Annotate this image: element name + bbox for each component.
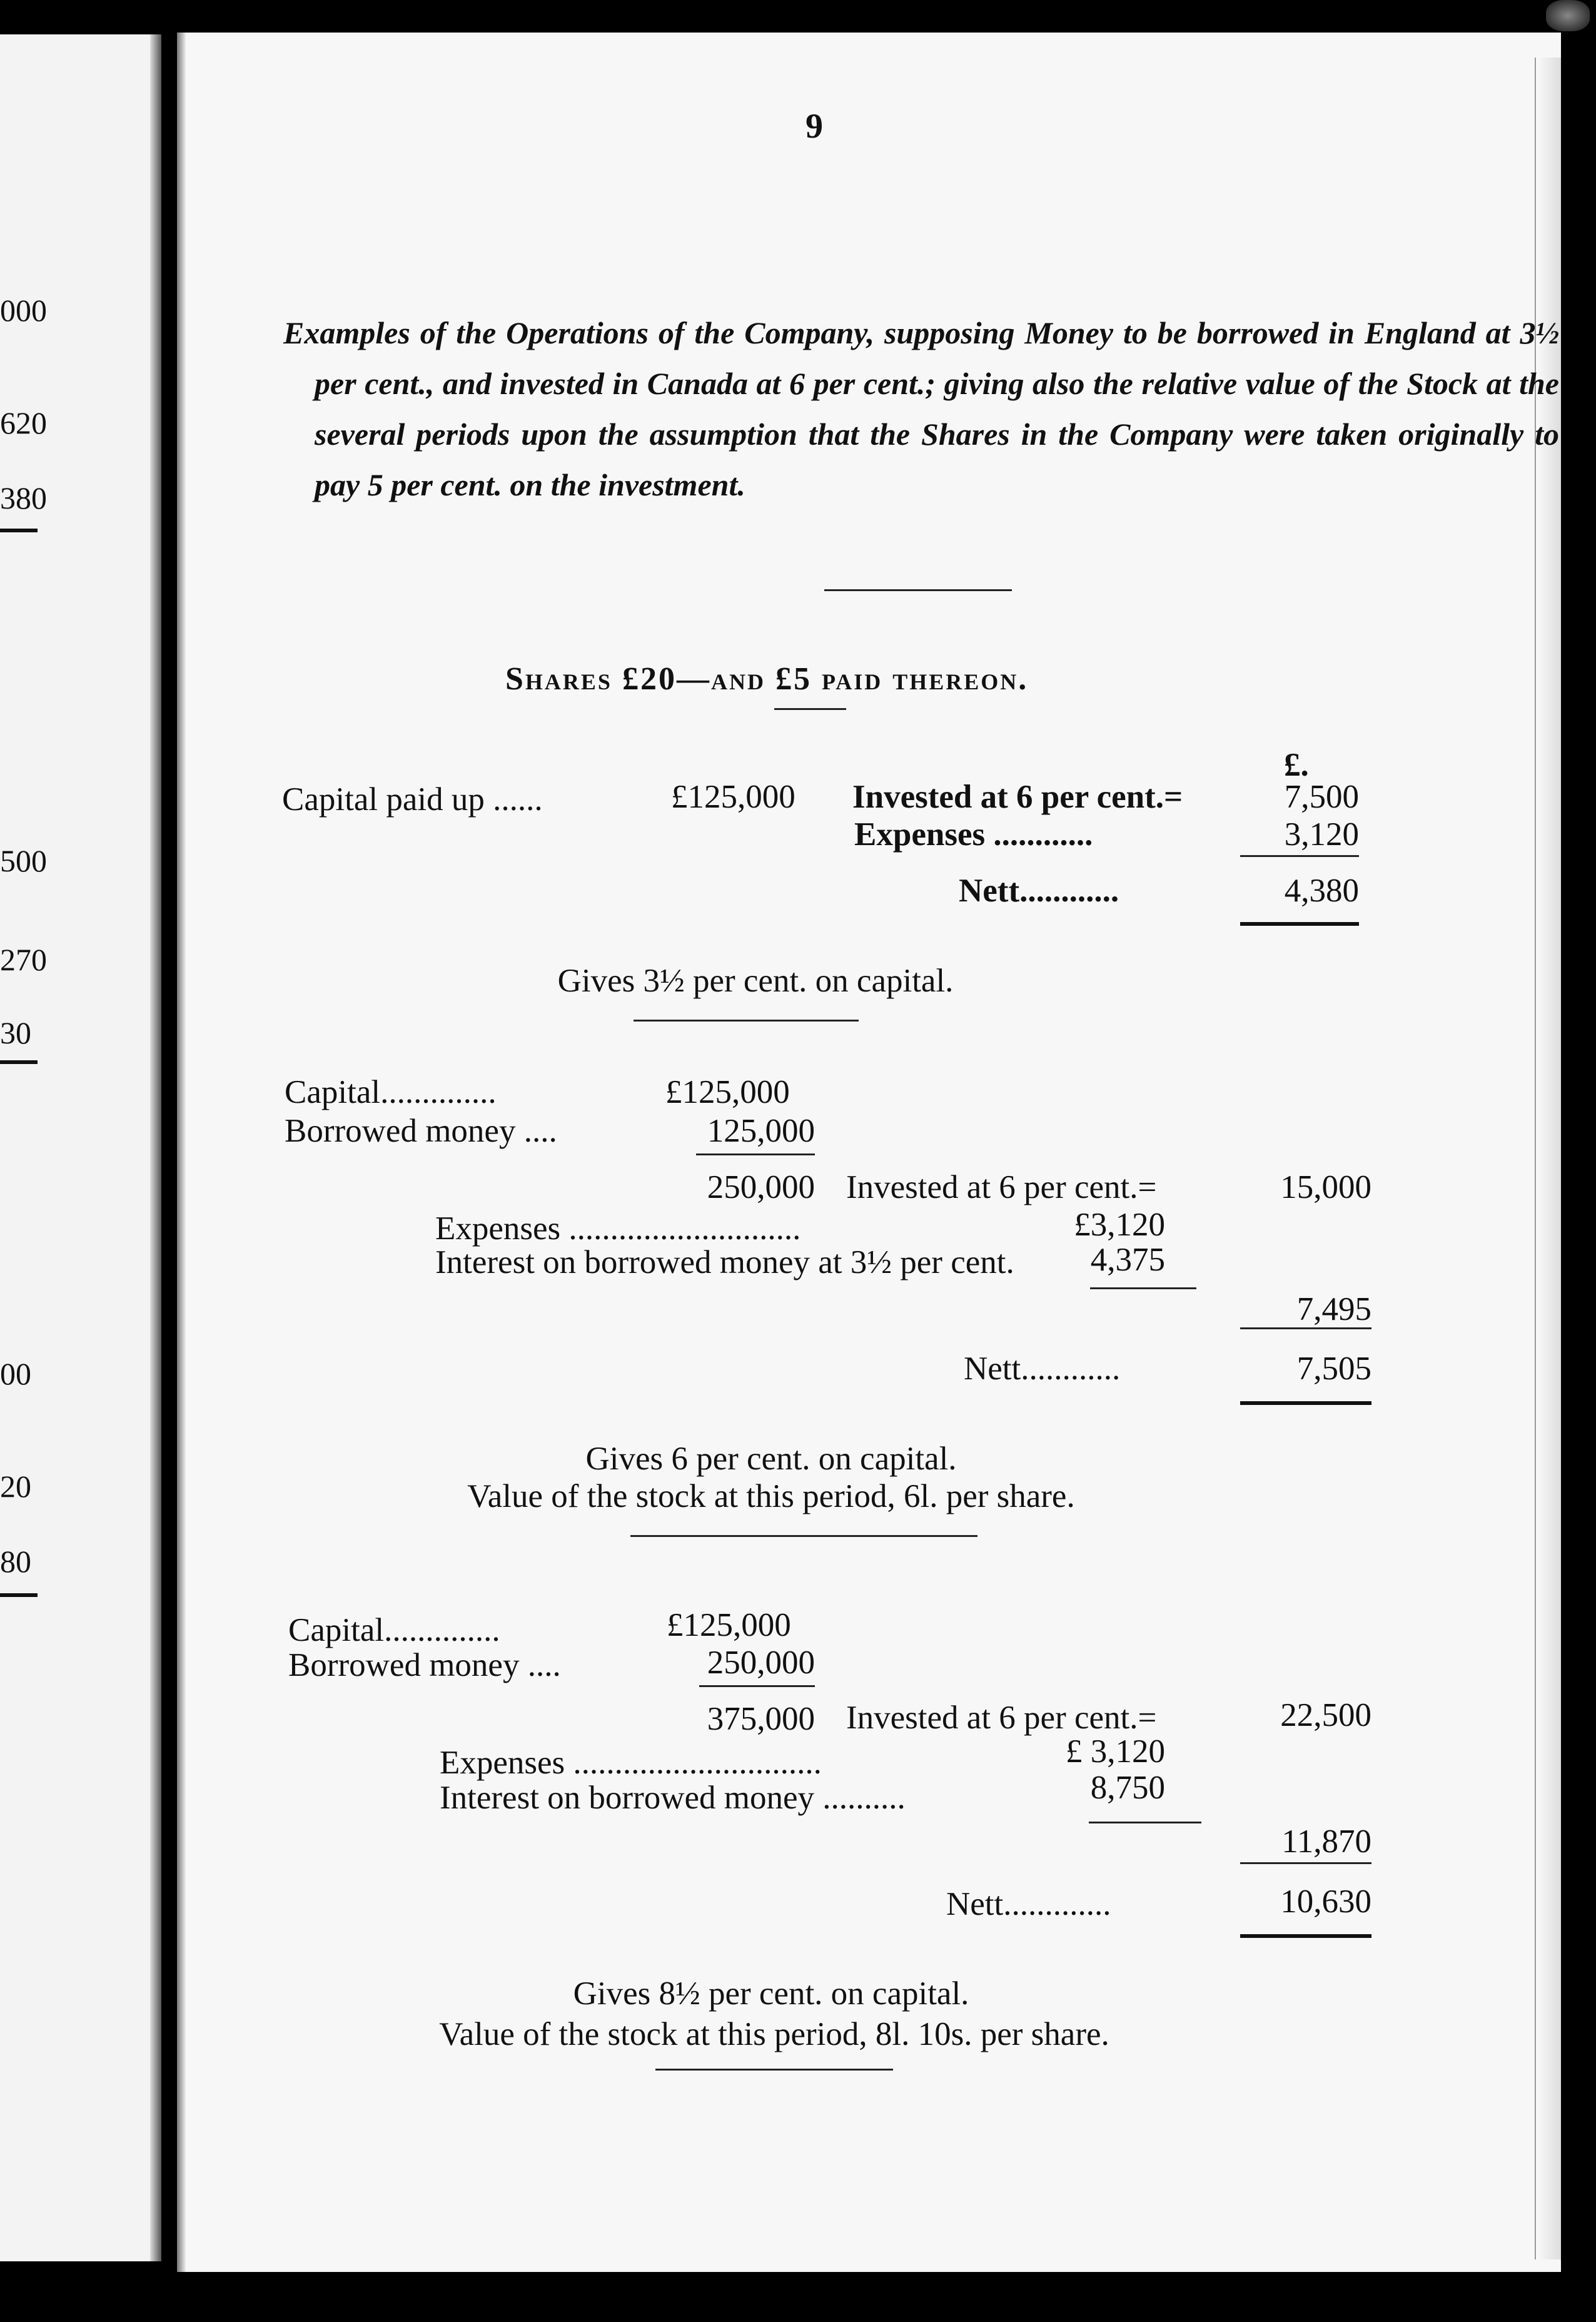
expenses-amount: £3,120 xyxy=(1074,1207,1165,1243)
sum-rule xyxy=(696,1153,815,1155)
total-amount: 375,000 xyxy=(707,1701,815,1737)
nett-amount: 4,380 xyxy=(1284,873,1359,909)
currency-header: £. xyxy=(1284,747,1309,783)
value-text: Value of the stock at this period, 8l. 10s. per share. xyxy=(439,2016,1109,2052)
charges-total: 7,495 xyxy=(1296,1291,1371,1327)
prev-fragment: 00 xyxy=(0,1356,31,1391)
invested-label: Invested at 6 per cent.= xyxy=(846,1169,1157,1205)
borrowed-label: Borrowed money .... xyxy=(288,1647,561,1683)
invested-amount: 15,000 xyxy=(1280,1169,1371,1205)
sum-rule xyxy=(1090,1287,1196,1289)
sum-rule xyxy=(1240,855,1359,857)
sum-rule xyxy=(1240,1327,1371,1329)
prev-fragment: 80 xyxy=(0,1544,31,1579)
invested-amount: 7,500 xyxy=(1284,779,1359,815)
expenses-label: Expenses .............................. xyxy=(440,1745,822,1781)
expenses-amount: £ 3,120 xyxy=(1066,1733,1165,1770)
borrowed-amount: 125,000 xyxy=(707,1113,815,1149)
prev-fragment: 30 xyxy=(0,1015,31,1050)
double-rule xyxy=(1240,1401,1371,1405)
total-amount: 250,000 xyxy=(707,1169,815,1205)
borrowed-label: Borrowed money .... xyxy=(285,1113,557,1149)
capital-label: Capital.............. xyxy=(288,1612,500,1648)
nett-amount: 7,505 xyxy=(1296,1351,1371,1387)
section-heading: Shares £20—and £5 paid thereon. xyxy=(505,661,1029,697)
result-text: Gives 3½ per cent. on capital. xyxy=(557,963,954,999)
document-page xyxy=(177,33,1561,2272)
borrowed-amount: 250,000 xyxy=(707,1645,815,1681)
prev-fragment: 500 xyxy=(0,843,47,878)
capital-label: Capital.............. xyxy=(285,1074,497,1110)
divider xyxy=(774,708,846,710)
interest-label: Interest on borrowed money at 3½ per cent. xyxy=(435,1244,1014,1280)
interest-label: Interest on borrowed money .......... xyxy=(440,1780,906,1816)
capital-amount: £125,000 xyxy=(665,1074,790,1110)
nett-label: Nett............ xyxy=(964,1351,1121,1387)
invested-amount: 22,500 xyxy=(1280,1697,1371,1733)
prev-fragment: 270 xyxy=(0,942,47,977)
invested-label: Invested at 6 per cent.= xyxy=(846,1700,1157,1736)
ink-blot xyxy=(1546,0,1590,31)
page-gutter xyxy=(150,34,161,2261)
page-left-edge xyxy=(177,33,186,2272)
capital-amount: £125,000 xyxy=(671,779,795,815)
double-rule xyxy=(1240,922,1359,926)
prev-rule xyxy=(0,1060,38,1064)
capital-label: Capital paid up ...... xyxy=(282,781,543,818)
value-text: Value of the stock at this period, 6l. per share. xyxy=(467,1478,1075,1514)
sum-rule xyxy=(699,1685,815,1687)
nett-label: Nett............ xyxy=(959,873,1119,909)
capital-amount: £125,000 xyxy=(667,1607,791,1643)
nett-amount: 10,630 xyxy=(1280,1883,1371,1920)
expenses-label: Expenses ............................ xyxy=(435,1210,801,1247)
double-rule xyxy=(1240,1934,1371,1938)
prev-fragment: 620 xyxy=(0,405,47,440)
divider xyxy=(824,589,1012,591)
previous-page-fragment xyxy=(0,34,161,2261)
prev-rule xyxy=(0,529,38,532)
nett-label: Nett............. xyxy=(946,1886,1111,1922)
prev-fragment: 380 xyxy=(0,480,47,515)
page-title: Examples of the Operations of the Company, supposing Money to be borrowed in England at 3½ per cent., and invested in Canada at 6 per cent.; giving also the relative value of the Stock at the several periods upon the assumption that the Shares in the Company were taken originally to pay 5 per cent. on the investment. xyxy=(283,315,1559,502)
divider xyxy=(630,1535,977,1537)
prev-rule xyxy=(0,1593,38,1597)
expenses-amount: 3,120 xyxy=(1284,816,1359,853)
result-text: Gives 8½ per cent. on capital. xyxy=(573,1975,969,2012)
invested-label: Invested at 6 per cent.= xyxy=(852,779,1183,815)
interest-amount: 4,375 xyxy=(1090,1242,1165,1278)
result-text: Gives 6 per cent. on capital. xyxy=(585,1441,957,1477)
charges-total: 11,870 xyxy=(1281,1823,1371,1860)
page-number: 9 xyxy=(806,107,823,146)
divider xyxy=(655,2069,893,2071)
prev-fragment: 20 xyxy=(0,1469,31,1504)
sum-rule xyxy=(1240,1862,1371,1864)
prev-fragment: 000 xyxy=(0,293,47,328)
divider xyxy=(634,1020,859,1022)
sum-rule xyxy=(1089,1822,1201,1823)
interest-amount: 8,750 xyxy=(1090,1770,1165,1806)
expenses-label: Expenses ............ xyxy=(854,816,1093,853)
